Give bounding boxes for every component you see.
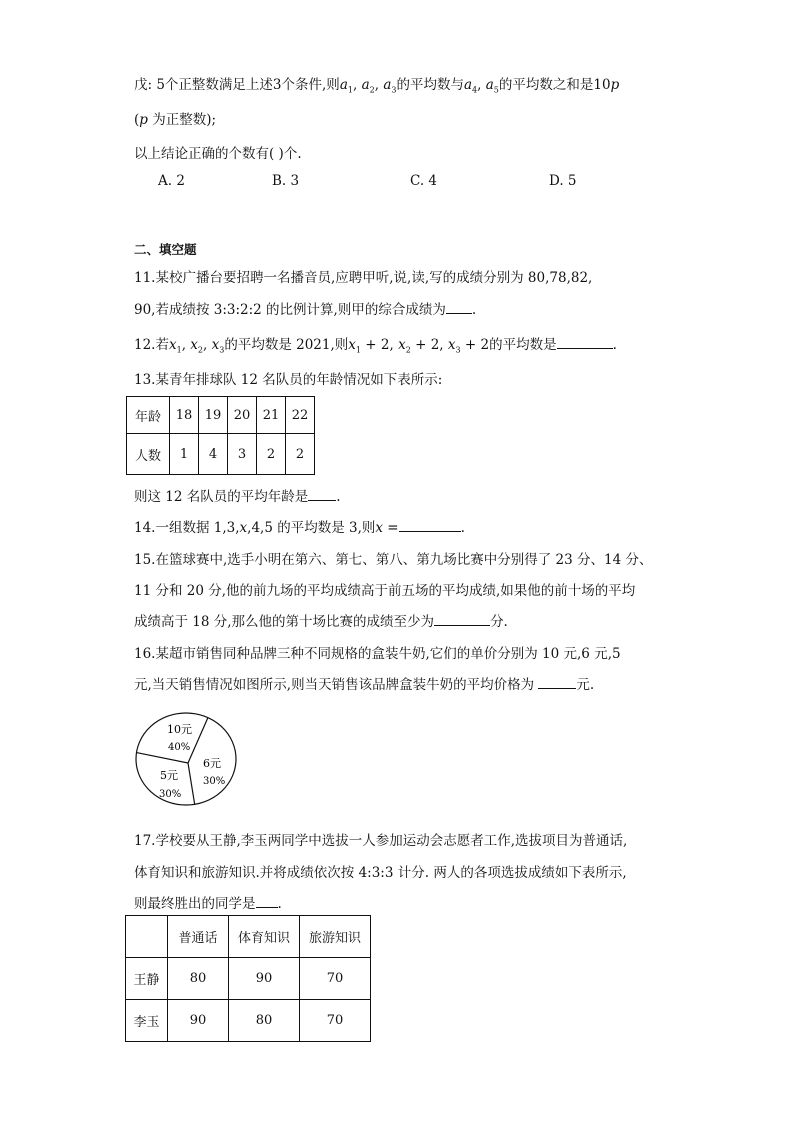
table-cell: 普通话 [168,916,229,958]
table-cell: 90 [168,1000,229,1042]
pie-label-10: 10元 [167,723,192,736]
table-cell: 21 [257,397,286,434]
q16-line1: 16.某超市销售同种品牌三种不同规格的盒装牛奶,它们的单价分别为 10 元,6 元,5 [134,646,621,662]
table-cell: 1 [170,434,199,475]
table-cell: 4 [199,434,228,475]
table-cell [126,916,168,958]
answer-blank [446,301,472,314]
answer-blank [538,676,576,689]
table-cell: 20 [228,397,257,434]
pie-pct-6: 30% [203,776,226,787]
table-cell: 王静 [126,958,168,1000]
pie-label-6: 6元 [203,757,221,770]
table-cell: 80 [168,958,229,1000]
answer-blank [256,895,278,908]
pie-pct-5: 30% [159,789,182,800]
table-cell: 18 [170,397,199,434]
q10-count-line: 以上结论正确的个数有( )个. [134,146,302,162]
table-cell: 人数 [127,434,170,475]
q17-line1: 17.学校要从王静,李玉两同学中选拔一人参加运动会志愿者工作,选拔项目为普通话, [134,833,628,849]
answer-blank [399,519,461,532]
q14-line: 14.一组数据 1,3,x,4,5 的平均数是 3,则x = . [134,520,465,536]
table-cell: 2 [286,434,315,475]
table-cell: 2 [257,434,286,475]
q17-line3: 则最终胜出的同学是 . [134,896,282,912]
price-pie-chart [134,711,240,807]
table-cell: 80 [229,1000,300,1042]
q10-option-c: C. 4 [410,173,438,189]
q17-line2: 体育知识和旅游知识.并将成绩依次按 4:3:3 计分. 两人的各项选拔成绩如下表所示, [134,865,627,881]
pie-pct-10: 40% [168,742,191,753]
q11-line1: 11.某校广播台要招聘一名播音员,应聘甲听,说,读,写的成绩分别为 80,78,82, [134,270,593,286]
q13-line: 13.某青年排球队 12 名队员的年龄情况如下表所示: [134,372,443,388]
table-cell: 体育知识 [229,916,300,958]
table-cell: 70 [300,958,371,1000]
q10-option-a: A. 2 [158,173,185,189]
q15-line1: 15.在篮球赛中,选手小明在第六、第七、第八、第九场比赛中分别得了 23 分、14 分、 [134,552,653,568]
q16-line2: 元,当天销售情况如图所示,则当天销售该品牌盒装牛奶的平均价格为 元. [134,677,595,693]
q10-line2: (p 为正整数); [134,112,217,128]
table-cell: 李玉 [126,1000,168,1042]
section-title: 二、填空题 [134,242,197,257]
answer-blank [308,488,336,501]
score-table [125,915,371,1042]
q13-after: 则这 12 名队员的平均年龄是 . [134,489,341,505]
q15-line2: 11 分和 20 分,他的前九场的平均成绩高于前五场的平均成绩,如果他的前十场的平均 [134,583,636,599]
table-cell: 22 [286,397,315,434]
q11-line2: 90,若成绩按 3:3:2:2 的比例计算,则甲的综合成绩为 . [134,302,477,318]
q15-line3: 成绩高于 18 分,那么他的第十场比赛的成绩至少为 分. [134,614,508,630]
age-table [126,396,315,475]
table-cell: 年龄 [127,397,170,434]
pie-label-5: 5元 [160,769,178,782]
q10-line1: 戊: 5个正整数满足上述3个条件,则$a_1$, $a_2$, $a_3$的平均数与$a_4$, $a_5$的平均数之和是10p [134,77,620,95]
answer-blank [557,336,613,349]
q12-line: 12.若$x_1$, $x_2$, $x_3$的平均数是 2021,则$x_1 + 2$, $x_2 + 2$, $x_3 + 2$的平均数是 . [134,337,617,355]
table-cell: 3 [228,434,257,475]
table-cell: 70 [300,1000,371,1042]
table-cell: 19 [199,397,228,434]
q10-option-b: B. 3 [272,173,300,189]
answer-blank [434,613,490,626]
table-cell: 90 [229,958,300,1000]
q10-option-d: D. 5 [549,173,577,189]
table-cell: 旅游知识 [300,916,371,958]
